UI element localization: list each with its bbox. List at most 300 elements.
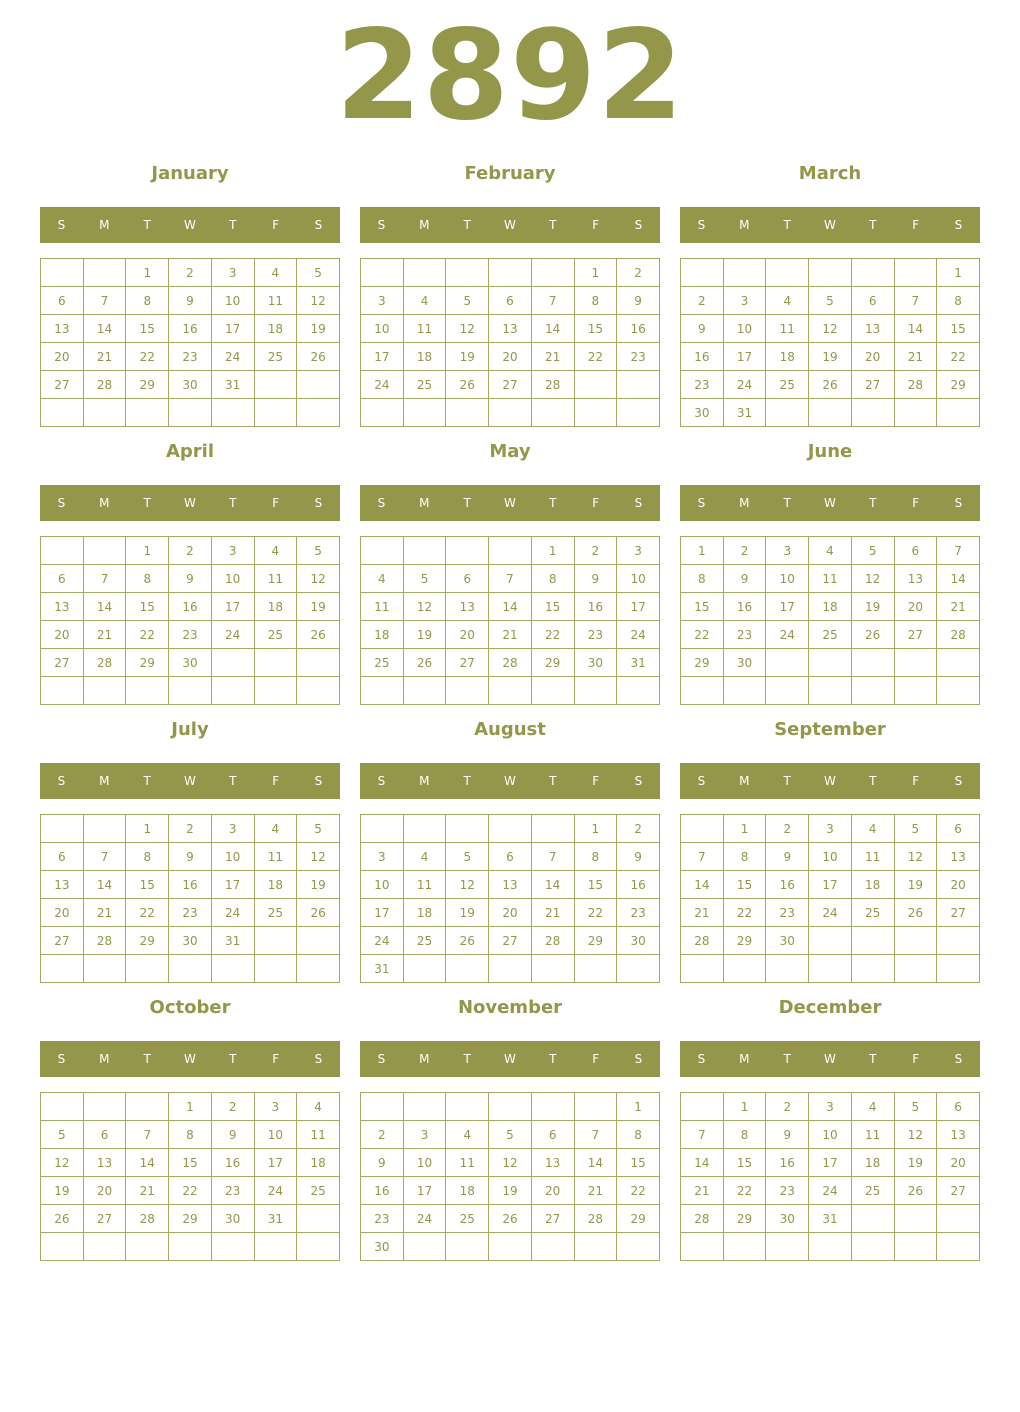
day-cell: 12	[894, 1121, 937, 1149]
day-cell: 27	[894, 621, 937, 649]
month-name: March	[798, 163, 862, 184]
day-cell: 15	[126, 871, 169, 899]
day-cell: 27	[41, 649, 84, 677]
day-cell: 8	[681, 565, 724, 593]
day-cell: 7	[126, 1121, 169, 1149]
empty-day-cell	[254, 927, 297, 955]
empty-day-cell	[489, 1233, 532, 1261]
day-cell: 18	[254, 871, 297, 899]
empty-day-cell	[937, 1233, 980, 1261]
week-row	[361, 593, 660, 621]
day-cell: 11	[766, 315, 809, 343]
day-cell: 26	[297, 899, 340, 927]
day-cell: 21	[489, 621, 532, 649]
empty-day-cell	[851, 927, 894, 955]
empty-day-cell	[851, 259, 894, 287]
day-cell: 10	[361, 315, 404, 343]
day-cell: 16	[211, 1149, 254, 1177]
weekday-label: S	[634, 218, 643, 232]
day-cell: 28	[574, 1205, 617, 1233]
empty-day-cell	[617, 677, 660, 705]
empty-day-cell	[403, 537, 446, 565]
day-cell: 5	[446, 287, 489, 315]
day-cell: 21	[531, 343, 574, 371]
day-cell: 30	[169, 927, 212, 955]
day-cell: 17	[211, 593, 254, 621]
day-cell: 21	[894, 343, 937, 371]
empty-day-cell	[446, 259, 489, 287]
day-cell: 23	[723, 621, 766, 649]
weekday-label: W	[184, 496, 196, 510]
day-cell: 11	[254, 287, 297, 315]
empty-day-cell	[254, 955, 297, 983]
empty-day-cell	[894, 1205, 937, 1233]
day-cell: 23	[361, 1205, 404, 1233]
weekday-header	[360, 1041, 660, 1077]
weekday-label: M	[739, 774, 750, 788]
empty-day-cell	[809, 955, 852, 983]
day-cell: 3	[361, 843, 404, 871]
day-cell: 12	[41, 1149, 84, 1177]
day-cell: 16	[681, 343, 724, 371]
day-grid	[680, 536, 980, 705]
day-cell: 2	[617, 815, 660, 843]
day-cell: 13	[851, 315, 894, 343]
empty-day-cell	[297, 927, 340, 955]
day-cell: 12	[403, 593, 446, 621]
day-cell: 5	[809, 287, 852, 315]
weekday-label: W	[504, 496, 516, 510]
day-cell: 19	[446, 343, 489, 371]
day-cell: 9	[766, 843, 809, 871]
weekday-label: S	[634, 1052, 643, 1066]
weekday-label: W	[824, 496, 836, 510]
empty-day-cell	[254, 649, 297, 677]
day-cell: 10	[809, 843, 852, 871]
day-cell: 14	[531, 871, 574, 899]
weekday-label: T	[229, 218, 237, 232]
weekday-label: F	[912, 774, 920, 788]
empty-day-cell	[723, 677, 766, 705]
day-cell: 1	[126, 259, 169, 287]
day-cell: 19	[297, 315, 340, 343]
day-cell: 23	[617, 899, 660, 927]
day-cell: 11	[254, 843, 297, 871]
day-cell: 5	[894, 1093, 937, 1121]
day-grid	[360, 536, 660, 705]
weekday-header	[680, 1041, 980, 1077]
day-cell: 4	[403, 843, 446, 871]
empty-day-cell	[403, 259, 446, 287]
day-cell: 30	[211, 1205, 254, 1233]
day-cell: 26	[297, 343, 340, 371]
empty-day-cell	[297, 1205, 340, 1233]
empty-day-cell	[489, 815, 532, 843]
day-cell: 24	[361, 927, 404, 955]
weekday-label: S	[57, 774, 66, 788]
day-cell: 15	[169, 1149, 212, 1177]
weekday-header	[360, 207, 660, 243]
month-name: April	[165, 441, 215, 462]
day-cell: 16	[723, 593, 766, 621]
weekday-label: S	[377, 774, 386, 788]
weekday-label: M	[739, 1052, 750, 1066]
day-cell: 14	[83, 593, 126, 621]
day-cell: 16	[169, 871, 212, 899]
day-cell: 11	[297, 1121, 340, 1149]
day-cell: 14	[531, 315, 574, 343]
empty-day-cell	[254, 399, 297, 427]
day-cell: 7	[83, 287, 126, 315]
day-cell: 14	[83, 871, 126, 899]
empty-day-cell	[574, 371, 617, 399]
empty-day-cell	[574, 955, 617, 983]
day-cell: 22	[681, 621, 724, 649]
day-cell: 19	[41, 1177, 84, 1205]
week-row	[361, 927, 660, 955]
empty-day-cell	[83, 1233, 126, 1261]
weekday-label: S	[377, 1052, 386, 1066]
empty-day-cell	[489, 1093, 532, 1121]
empty-day-cell	[211, 1233, 254, 1261]
empty-day-cell	[41, 537, 84, 565]
empty-day-cell	[361, 259, 404, 287]
empty-day-cell	[894, 649, 937, 677]
weekday-label: F	[592, 1052, 600, 1066]
day-cell: 25	[851, 1177, 894, 1205]
empty-day-cell	[403, 399, 446, 427]
day-cell: 6	[489, 287, 532, 315]
empty-day-cell	[937, 955, 980, 983]
day-cell: 20	[937, 1149, 980, 1177]
day-cell: 7	[937, 537, 980, 565]
month-name: December	[778, 997, 882, 1018]
day-cell: 16	[361, 1177, 404, 1205]
day-cell: 4	[851, 815, 894, 843]
empty-day-cell	[361, 677, 404, 705]
empty-day-cell	[41, 955, 84, 983]
day-cell: 30	[574, 649, 617, 677]
empty-day-cell	[894, 1233, 937, 1261]
empty-day-cell	[894, 955, 937, 983]
empty-day-cell	[126, 1233, 169, 1261]
day-cell: 19	[446, 899, 489, 927]
day-cell: 17	[361, 343, 404, 371]
weekday-header	[360, 763, 660, 799]
empty-day-cell	[937, 927, 980, 955]
day-cell: 12	[297, 287, 340, 315]
week-row	[681, 927, 980, 955]
empty-day-cell	[41, 1233, 84, 1261]
day-cell: 24	[403, 1205, 446, 1233]
day-cell: 23	[681, 371, 724, 399]
day-cell: 29	[681, 649, 724, 677]
week-row	[681, 649, 980, 677]
week-row	[41, 371, 340, 399]
day-cell: 25	[403, 927, 446, 955]
empty-day-cell	[403, 1233, 446, 1261]
month-name: June	[807, 441, 853, 462]
week-row	[41, 315, 340, 343]
day-cell: 15	[126, 315, 169, 343]
day-cell: 20	[41, 621, 84, 649]
day-cell: 22	[169, 1177, 212, 1205]
empty-day-cell	[83, 955, 126, 983]
weekday-label: M	[419, 774, 430, 788]
day-cell: 21	[83, 899, 126, 927]
day-cell: 6	[894, 537, 937, 565]
empty-day-cell	[211, 677, 254, 705]
empty-day-cell	[574, 1093, 617, 1121]
day-cell: 1	[937, 259, 980, 287]
weekday-label: T	[783, 774, 791, 788]
empty-day-cell	[617, 955, 660, 983]
day-cell: 7	[531, 287, 574, 315]
weekday-label: S	[954, 774, 963, 788]
day-cell: 31	[211, 927, 254, 955]
empty-day-cell	[489, 399, 532, 427]
day-cell: 24	[809, 1177, 852, 1205]
empty-day-cell	[169, 1233, 212, 1261]
day-cell: 29	[617, 1205, 660, 1233]
empty-day-cell	[766, 259, 809, 287]
empty-day-cell	[297, 677, 340, 705]
day-cell: 4	[254, 815, 297, 843]
weekday-label: M	[419, 496, 430, 510]
day-cell: 30	[169, 649, 212, 677]
weekday-label: W	[504, 1052, 516, 1066]
day-cell: 12	[809, 315, 852, 343]
weekday-header	[680, 485, 980, 521]
year-title: 2892	[335, 4, 685, 148]
day-cell: 15	[617, 1149, 660, 1177]
day-cell: 24	[254, 1177, 297, 1205]
weekday-label: T	[783, 218, 791, 232]
day-cell: 26	[446, 927, 489, 955]
weekday-label: F	[592, 496, 600, 510]
day-grid	[40, 258, 340, 427]
weekday-label: F	[272, 496, 280, 510]
weekday-header	[40, 763, 340, 799]
week-row	[41, 287, 340, 315]
day-cell: 11	[403, 315, 446, 343]
empty-day-cell	[126, 955, 169, 983]
day-cell: 5	[403, 565, 446, 593]
day-cell: 2	[361, 1121, 404, 1149]
day-cell: 15	[574, 871, 617, 899]
day-cell: 31	[617, 649, 660, 677]
day-cell: 9	[169, 843, 212, 871]
empty-day-cell	[809, 399, 852, 427]
day-cell: 24	[211, 621, 254, 649]
week-row	[41, 955, 340, 983]
day-cell: 4	[403, 287, 446, 315]
day-cell: 20	[851, 343, 894, 371]
weekday-header	[40, 207, 340, 243]
day-cell: 31	[723, 399, 766, 427]
day-cell: 31	[211, 371, 254, 399]
week-row	[41, 899, 340, 927]
weekday-label: F	[272, 1052, 280, 1066]
month-name: August	[474, 719, 546, 740]
day-cell: 10	[254, 1121, 297, 1149]
day-cell: 30	[723, 649, 766, 677]
day-grid	[360, 814, 660, 983]
weekday-label: S	[954, 496, 963, 510]
weekday-label: S	[634, 774, 643, 788]
empty-day-cell	[766, 677, 809, 705]
day-cell: 10	[723, 315, 766, 343]
day-cell: 8	[126, 843, 169, 871]
week-row	[681, 1149, 980, 1177]
day-cell: 15	[531, 593, 574, 621]
day-cell: 20	[489, 899, 532, 927]
day-cell: 25	[851, 899, 894, 927]
day-cell: 17	[403, 1177, 446, 1205]
day-cell: 29	[126, 649, 169, 677]
day-cell: 6	[937, 815, 980, 843]
empty-day-cell	[211, 649, 254, 677]
day-cell: 19	[297, 871, 340, 899]
week-row	[41, 565, 340, 593]
day-cell: 12	[894, 843, 937, 871]
day-cell: 24	[766, 621, 809, 649]
weekday-label: T	[143, 774, 151, 788]
empty-day-cell	[681, 677, 724, 705]
week-row	[681, 1233, 980, 1261]
day-cell: 13	[41, 315, 84, 343]
day-cell: 20	[894, 593, 937, 621]
day-cell: 30	[361, 1233, 404, 1261]
day-cell: 22	[126, 621, 169, 649]
day-cell: 26	[894, 899, 937, 927]
weekday-label: F	[912, 218, 920, 232]
weekday-label: T	[143, 1052, 151, 1066]
week-row	[41, 1177, 340, 1205]
day-cell: 23	[169, 899, 212, 927]
weekday-header	[40, 1041, 340, 1077]
empty-day-cell	[809, 927, 852, 955]
empty-day-cell	[681, 1233, 724, 1261]
weekday-label: F	[592, 774, 600, 788]
day-grid	[360, 258, 660, 427]
empty-day-cell	[531, 955, 574, 983]
empty-day-cell	[297, 399, 340, 427]
week-row	[361, 1205, 660, 1233]
empty-day-cell	[681, 815, 724, 843]
empty-day-cell	[937, 399, 980, 427]
week-row	[361, 899, 660, 927]
day-cell: 16	[766, 871, 809, 899]
day-cell: 5	[297, 537, 340, 565]
empty-day-cell	[446, 1093, 489, 1121]
week-row	[681, 1205, 980, 1233]
week-row	[361, 1121, 660, 1149]
day-cell: 25	[403, 371, 446, 399]
empty-day-cell	[169, 955, 212, 983]
day-cell: 1	[617, 1093, 660, 1121]
empty-day-cell	[489, 677, 532, 705]
day-cell: 31	[254, 1205, 297, 1233]
day-cell: 10	[809, 1121, 852, 1149]
weekday-label: S	[954, 218, 963, 232]
weekday-label: T	[549, 774, 557, 788]
empty-day-cell	[297, 955, 340, 983]
day-cell: 29	[531, 649, 574, 677]
day-cell: 7	[894, 287, 937, 315]
empty-day-cell	[531, 259, 574, 287]
weekday-label: T	[783, 496, 791, 510]
week-row	[41, 649, 340, 677]
empty-day-cell	[446, 399, 489, 427]
day-cell: 11	[254, 565, 297, 593]
week-row	[361, 371, 660, 399]
empty-day-cell	[361, 537, 404, 565]
day-cell: 13	[83, 1149, 126, 1177]
empty-day-cell	[297, 649, 340, 677]
day-cell: 7	[574, 1121, 617, 1149]
day-cell: 9	[766, 1121, 809, 1149]
weekday-label: T	[549, 496, 557, 510]
day-cell: 27	[489, 927, 532, 955]
day-cell: 1	[531, 537, 574, 565]
day-cell: 3	[809, 815, 852, 843]
day-cell: 1	[681, 537, 724, 565]
day-cell: 15	[723, 1149, 766, 1177]
week-row	[361, 871, 660, 899]
day-grid	[40, 1092, 340, 1261]
day-cell: 30	[617, 927, 660, 955]
day-cell: 16	[574, 593, 617, 621]
week-row	[681, 621, 980, 649]
day-cell: 27	[41, 371, 84, 399]
day-cell: 14	[126, 1149, 169, 1177]
day-cell: 25	[254, 899, 297, 927]
week-row	[41, 343, 340, 371]
day-cell: 16	[766, 1149, 809, 1177]
week-row	[681, 899, 980, 927]
empty-day-cell	[169, 399, 212, 427]
day-cell: 10	[211, 565, 254, 593]
day-cell: 31	[809, 1205, 852, 1233]
weekday-label: S	[954, 1052, 963, 1066]
day-cell: 9	[723, 565, 766, 593]
day-cell: 9	[211, 1121, 254, 1149]
empty-day-cell	[83, 399, 126, 427]
day-cell: 17	[723, 343, 766, 371]
empty-day-cell	[254, 371, 297, 399]
day-cell: 13	[446, 593, 489, 621]
month-name: January	[151, 163, 229, 184]
weekday-label: T	[869, 496, 877, 510]
day-cell: 9	[574, 565, 617, 593]
weekday-label: S	[377, 218, 386, 232]
day-cell: 5	[297, 259, 340, 287]
day-cell: 1	[723, 815, 766, 843]
day-cell: 20	[937, 871, 980, 899]
week-row	[681, 1093, 980, 1121]
day-cell: 17	[254, 1149, 297, 1177]
day-cell: 22	[723, 1177, 766, 1205]
day-cell: 13	[41, 871, 84, 899]
day-cell: 2	[617, 259, 660, 287]
day-cell: 23	[169, 621, 212, 649]
empty-day-cell	[489, 537, 532, 565]
day-cell: 8	[617, 1121, 660, 1149]
empty-day-cell	[723, 259, 766, 287]
day-cell: 8	[531, 565, 574, 593]
day-cell: 27	[851, 371, 894, 399]
